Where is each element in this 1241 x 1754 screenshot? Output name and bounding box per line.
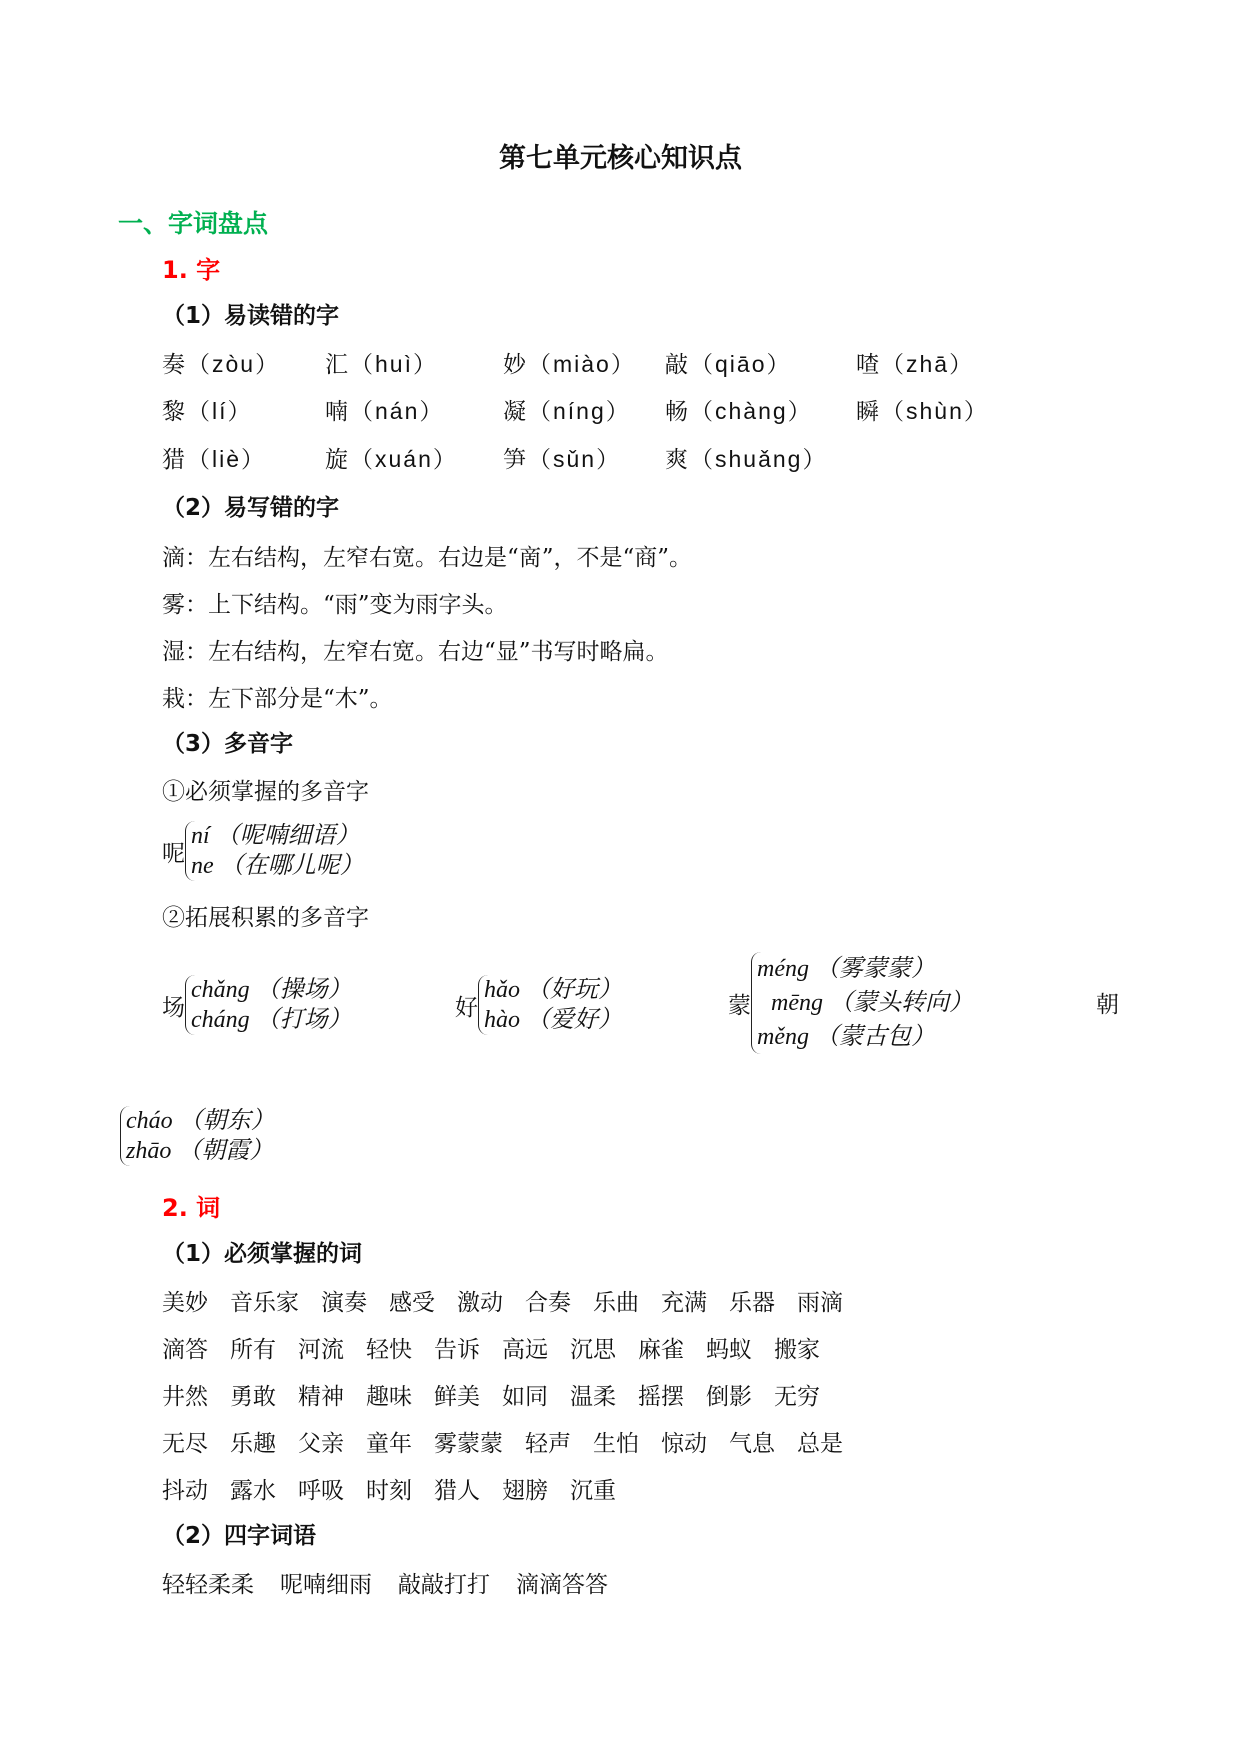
word: 乐曲 [593,1290,639,1316]
reading: chǎng （操场） [191,977,352,1003]
heading-four-char: （2）四字词语 [162,1523,317,1549]
reading: ne （在哪儿呢） [191,853,364,879]
word: 充满 [661,1290,707,1316]
poly-char: 场 [162,994,185,1021]
word: 无穷 [774,1384,820,1410]
reading: méng （雾蒙蒙） [757,956,935,982]
poly-ext-label: ②拓展积累的多音字 [162,905,369,931]
four-char-words [162,1566,630,1599]
reading: mēng （蒙头转向） [771,990,973,1016]
easy-read-item: 笋（sǔn） [503,446,622,472]
word: 沉思 [570,1337,616,1363]
word: 温柔 [570,1384,616,1410]
word: 合奏 [525,1290,571,1316]
word: 麻雀 [638,1337,684,1363]
reading: cháng （打场） [191,1007,352,1033]
subsection-heading: 1. 字 [162,256,221,284]
word: 音乐家 [230,1290,299,1316]
easy-write-line: 湿：左右结构，左窄右宽。右边“显”书写时略扁。 [162,639,669,665]
easy-write-line: 雾：上下结构。“雨”变为雨字头。 [162,592,508,618]
easy-read-item: 奏（zòu） [162,351,281,377]
word: 乐器 [729,1290,775,1316]
easy-read-item: 黎（lí） [162,398,253,424]
word: 童年 [366,1431,412,1457]
poly-char: 蒙 [728,992,751,1019]
poly-hao [455,975,622,1035]
word: 敲敲打打 [398,1572,490,1598]
easy-read-item: 猎（liè） [162,446,267,472]
poly-chao [120,1106,275,1166]
easy-read-item: 旋（xuán） [325,446,458,472]
word-row [162,1425,865,1458]
word: 如同 [502,1384,548,1410]
easy-read-item: 瞬（shùn） [856,398,989,424]
word: 河流 [298,1337,344,1363]
word: 总是 [797,1431,843,1457]
word: 露水 [230,1478,276,1504]
word: 演奏 [321,1290,367,1316]
poly-meng [728,952,973,1054]
easy-write-line: 滴：左右结构，左窄右宽。右边是“啇”，不是“商”。 [162,545,693,571]
word: 搬家 [774,1337,820,1363]
poly-must-label: ①必须掌握的多音字 [162,779,369,805]
reading: cháo （朝东） [126,1108,275,1134]
heading-easy-read: （1）易读错的字 [162,303,340,329]
word: 激动 [457,1290,503,1316]
word: 猎人 [434,1478,480,1504]
word: 轻轻柔柔 [162,1572,254,1598]
easy-read-item: 汇（huì） [325,351,438,377]
word: 滴滴答答 [516,1572,608,1598]
word: 滴答 [162,1337,208,1363]
easy-read-item: 敲（qiāo） [665,351,792,377]
poly-char: 呢 [162,840,185,867]
word-row [162,1331,842,1364]
word: 轻声 [525,1431,571,1457]
easy-write-line: 栽：左下部分是“木”。 [162,686,393,712]
word: 乐趣 [230,1431,276,1457]
poly-ne [162,821,364,881]
word: 生怕 [593,1431,639,1457]
word-row [162,1472,638,1505]
word: 勇敢 [230,1384,276,1410]
word: 沉重 [570,1478,616,1504]
reading: měng （蒙古包） [757,1024,935,1050]
word: 抖动 [162,1478,208,1504]
word: 感受 [389,1290,435,1316]
reading: zhāo （朝霞） [126,1138,274,1164]
word: 呼吸 [298,1478,344,1504]
word: 趣味 [366,1384,412,1410]
word-row [162,1284,865,1317]
word: 高远 [502,1337,548,1363]
word: 所有 [230,1337,276,1363]
word: 雾蒙蒙 [434,1431,503,1457]
word: 井然 [162,1384,208,1410]
page-title: 第七单元核心知识点 [499,143,742,174]
word: 蚂蚁 [706,1337,752,1363]
word: 呢喃细雨 [280,1572,372,1598]
heading-polyphone: （3）多音字 [162,731,294,757]
word: 倒影 [706,1384,752,1410]
poly-char: 朝 [1096,992,1119,1018]
word: 精神 [298,1384,344,1410]
word: 时刻 [366,1478,412,1504]
reading: hào （爱好） [484,1007,622,1033]
word: 美妙 [162,1290,208,1316]
reading: hǎo （好玩） [484,977,622,1003]
reading: ní （呢喃细语） [191,823,360,849]
poly-char: 好 [455,994,478,1021]
easy-read-item: 凝（níng） [503,398,631,424]
easy-read-item: 妙（miào） [503,351,636,377]
heading-easy-write: （2）易写错的字 [162,495,340,521]
heading-words: （1）必须掌握的词 [162,1241,363,1267]
section-heading: 一、字词盘点 [118,209,269,238]
word-row [162,1378,842,1411]
easy-read-item: 爽（shuǎng） [665,446,828,472]
word: 摇摆 [638,1384,684,1410]
easy-read-item: 喳（zhā） [856,351,975,377]
subsection-heading: 2. 词 [162,1194,221,1222]
word: 无尽 [162,1431,208,1457]
word: 翅膀 [502,1478,548,1504]
word: 雨滴 [797,1290,843,1316]
poly-chang [162,975,352,1035]
easy-read-item: 喃（nán） [325,398,445,424]
word: 气息 [729,1431,775,1457]
word: 告诉 [434,1337,480,1363]
word: 惊动 [661,1431,707,1457]
word: 鲜美 [434,1384,480,1410]
easy-read-item: 畅（chàng） [665,398,813,424]
word: 父亲 [298,1431,344,1457]
word: 轻快 [366,1337,412,1363]
